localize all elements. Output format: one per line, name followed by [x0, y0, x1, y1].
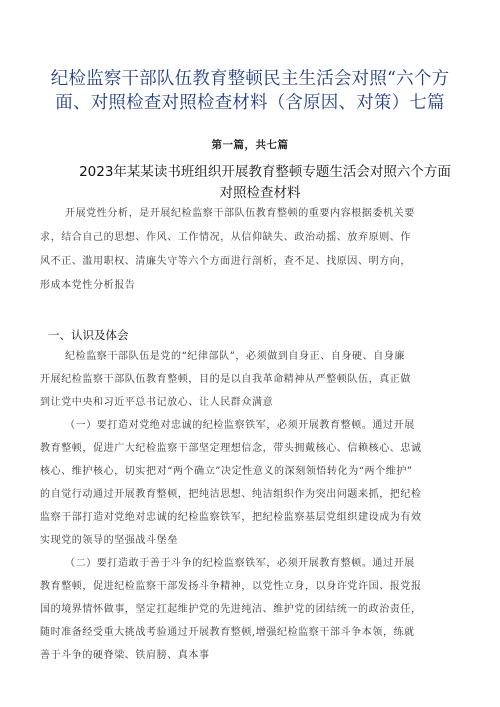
- point1-line-6: 实现党的领导的坚强战斗堡垒: [40, 535, 178, 546]
- intro-line-1: 开展党性分析，是开展纪检监察干部队伍教育整顿的重要内容根据委机关要: [65, 208, 415, 219]
- section-line-1: 纪检监察干部队伍是党的“纪律部队”，必须做到自身正、自身硬、自身廉: [65, 351, 406, 362]
- point2-line-4: 随时准备经受重大挑战考验通过开展教育整顿,增强纪检监察干部斗争本领，练就: [40, 627, 415, 638]
- article-title-line-1: 2023年某某读书班组织开展教育整顿专题生活会对照六个方面: [79, 164, 451, 180]
- document-title-line-1: 纪检监察干部队伍教育整顿民主生活会对照“六个方: [50, 69, 450, 89]
- intro-line-2: 求，结合自己的思想、作风、工作情况，从信仰缺失、政治动摇、放弃原则、作: [40, 232, 411, 243]
- point1-line-2: 教育整顿，促进广大纪检监察干部坚定理想信念，带头拥戴核心、信赖核心、忠诚: [40, 443, 422, 454]
- document-title-line-2: 面、对照检查对照检查材料（含原因、对策）七篇: [55, 93, 445, 113]
- section-line-2: 开展纪检监察干部队伍教育整顿，目的是以自我革命精神从严整顿队伍，真正做: [40, 374, 411, 385]
- point1-line-3: 核心、维护核心，切实把对“两个确立”决定性意义的深刻领悟转化为“两个维护”: [40, 466, 413, 477]
- point1-line-4: 的自觉行动通过开展教育整顿，把纯洁思想、纯洁组织作为突出问题来抓，把纪检: [40, 489, 422, 500]
- point2-line-1: （二）要打造敢于善于斗争的纪检监察铁军，必须开展教育整顿。通过开展: [65, 558, 415, 569]
- article-title-line-2: 对照检查材料: [219, 185, 301, 201]
- point2-line-5: 善于斗争的硬脊梁、铁肩膀、真本事: [40, 650, 210, 661]
- intro-line-4: 形成本党性分析报告: [40, 280, 136, 291]
- section-heading: 一、认识及体会: [48, 328, 129, 342]
- intro-line-3: 风不正、滥用职权、清廉失守等六个方面进行剖析，查不足、找原因、明方向，: [40, 256, 411, 267]
- point1-line-5: 监察干部打造对党绝对忠诚的纪检监察铁军，把纪检监察基层党组织建设成为有效: [40, 512, 422, 523]
- point1-line-1: （一）要打造对党绝对忠诚的纪检监察铁军，必须开展教育整顿。通过开展: [65, 420, 415, 431]
- section-line-3: 到让党中央和习近平总书记放心、让人民群众满意: [40, 397, 274, 408]
- point2-line-2: 教育整顿，促进纪检监察干部发扬斗争精神，以党性立身，以身许党许国、报党报: [40, 581, 422, 592]
- part-label: 第一篇，共七篇: [211, 139, 289, 151]
- point2-line-3: 国的境界情怀做事，坚定扛起维护党的先进纯洁、维护党的团结统一的政治责任，: [40, 604, 422, 615]
